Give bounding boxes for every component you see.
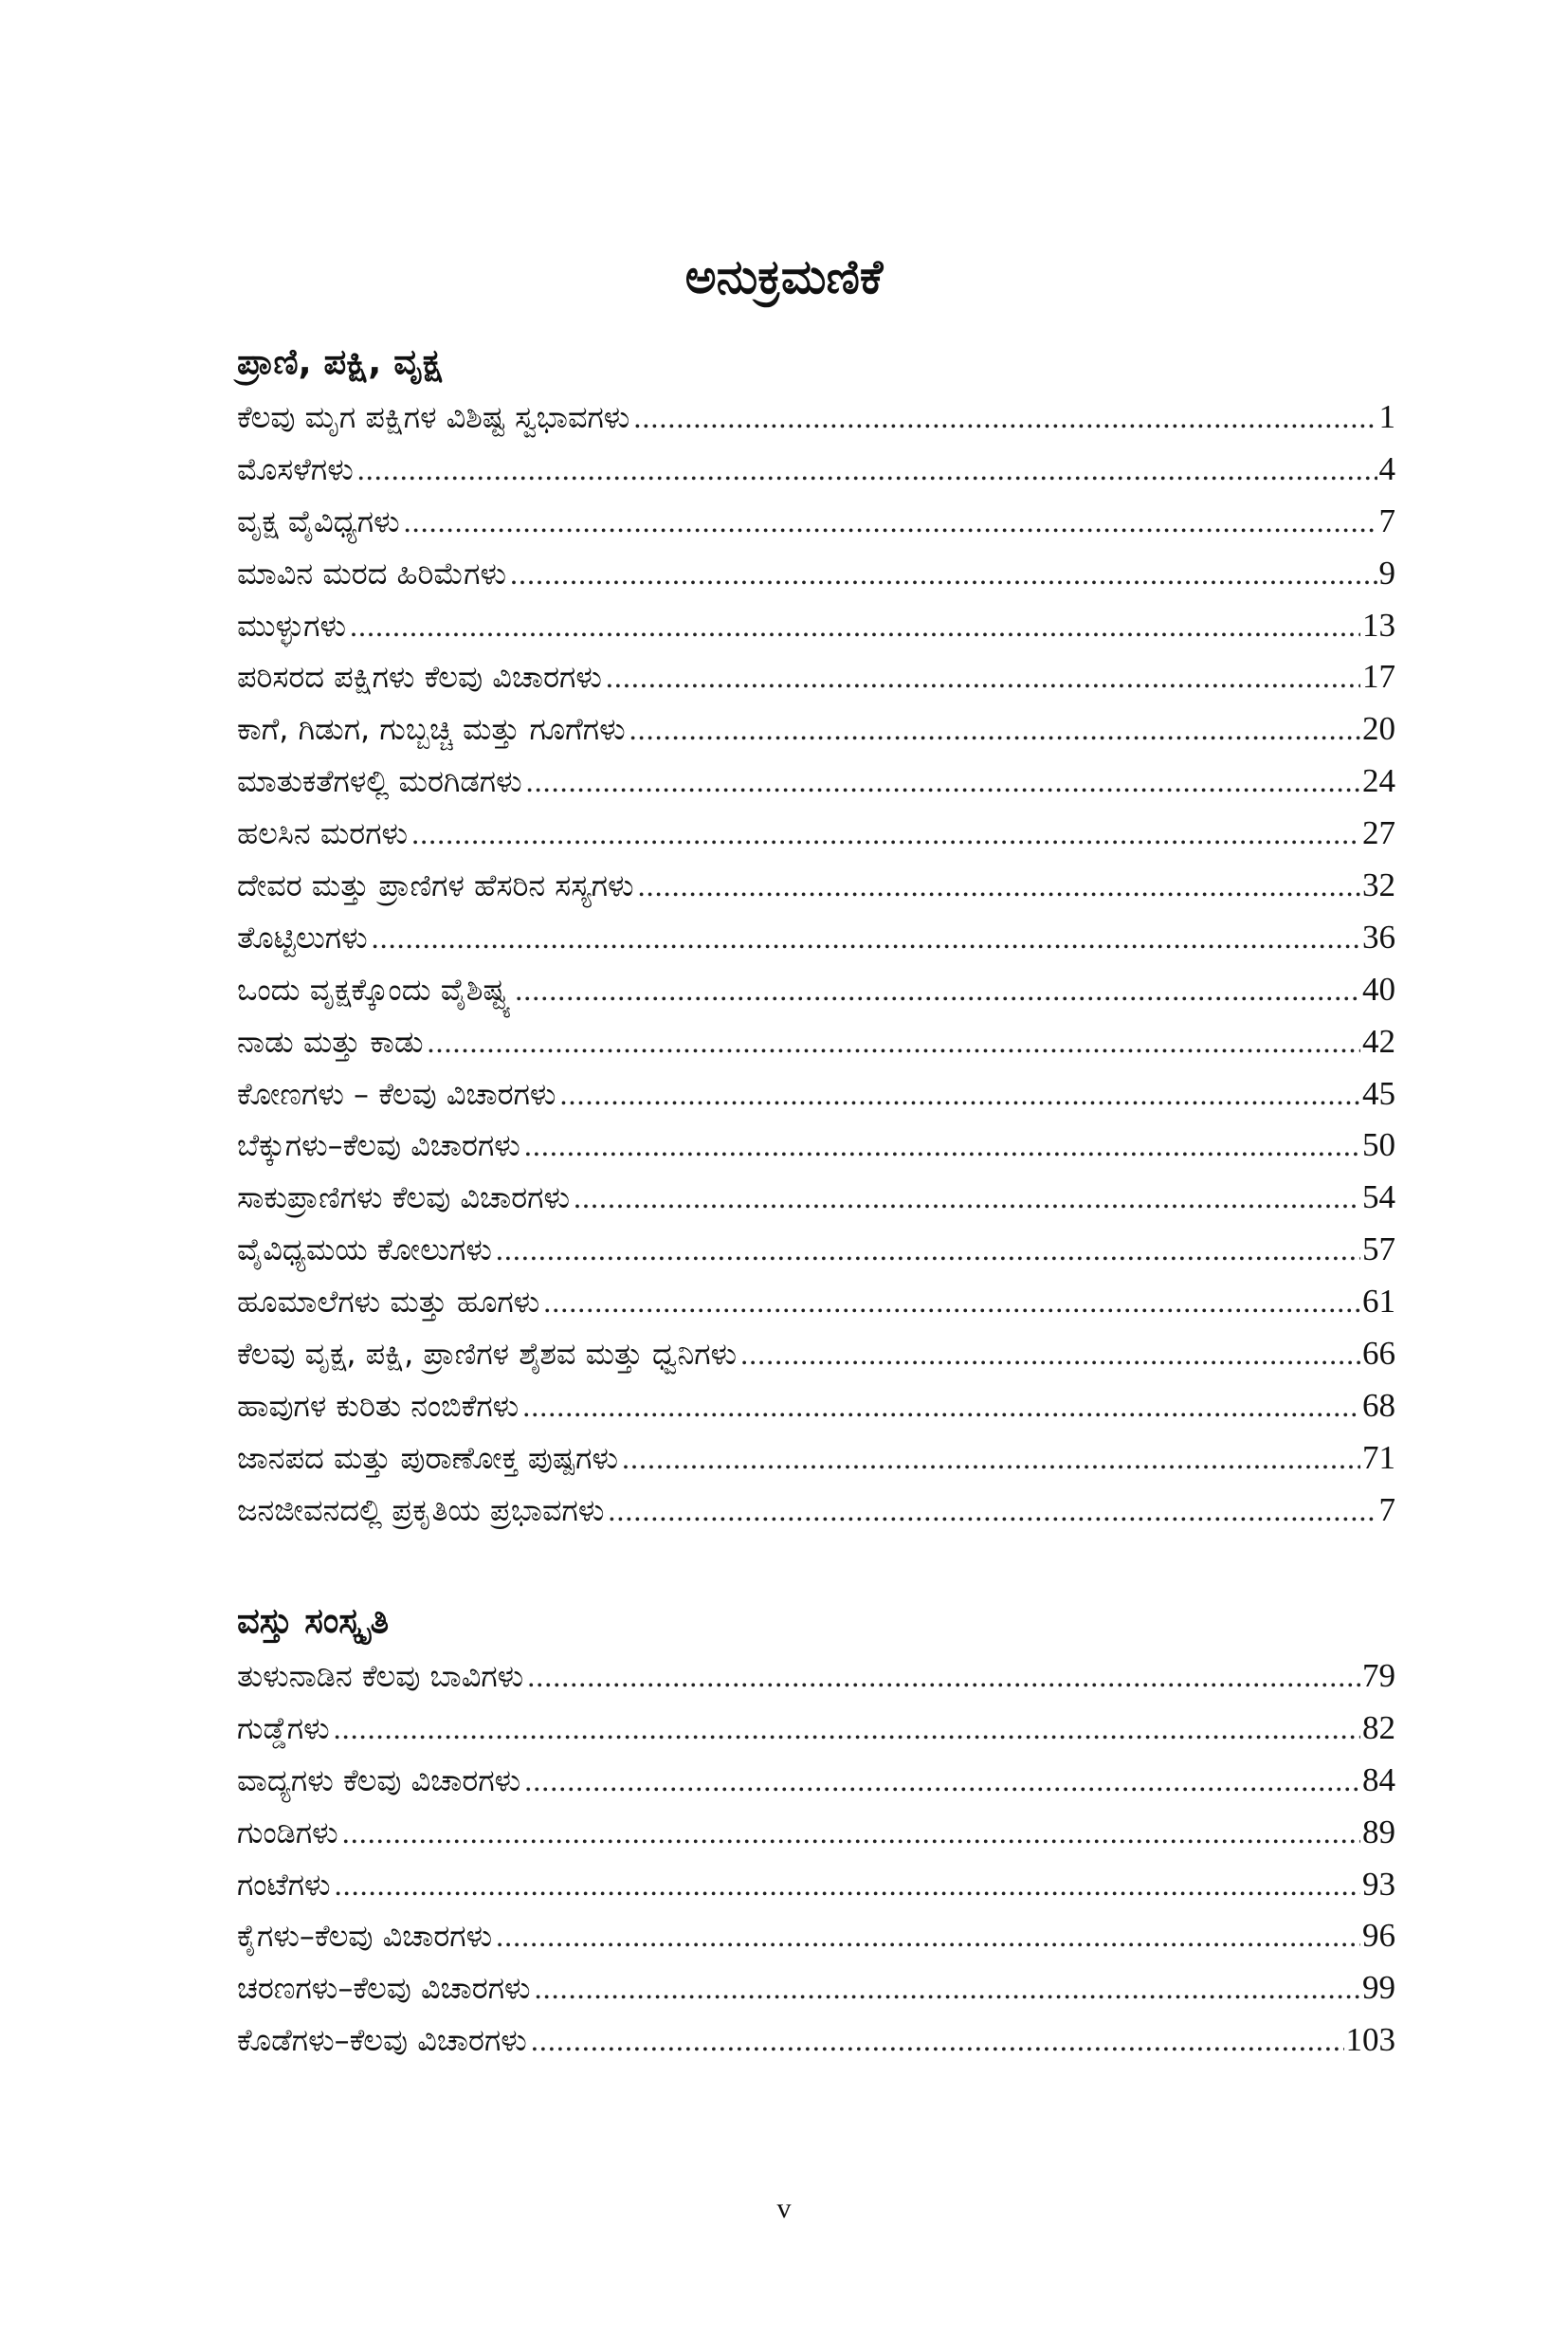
toc-entry-page: 1: [1378, 398, 1395, 435]
toc-entry-title: ಹಾವುಗಳ ಕುರಿತು ನಂಬಿಕೆಗಳು: [237, 1387, 520, 1424]
toc-entry: [237, 1120, 1395, 1172]
toc-section-material-culture: [237, 1593, 1395, 2067]
dot-leader: [606, 651, 1360, 703]
toc-entry-page: 4: [1378, 449, 1395, 487]
toc-entry-title: ವೃಕ್ಷ ವೈವಿಧ್ಯಗಳು: [237, 502, 400, 539]
toc-entry-title: ಹಲಸಿನ ಮರಗಳು: [237, 815, 409, 852]
toc-entry-page: 66: [1362, 1335, 1395, 1373]
dot-leader: [526, 756, 1360, 808]
toc-entry: [237, 703, 1395, 756]
toc-entry: [237, 1807, 1395, 1859]
toc-entry-page: 89: [1362, 1813, 1395, 1850]
toc-entry-title: ದೇವರ ಮತ್ತು ಪ್ರಾಣಿಗಳ ಹೆಸರಿನ ಸಸ್ಯಗಳು: [237, 867, 634, 904]
toc-entry: [237, 444, 1395, 496]
toc-entry: [237, 651, 1395, 703]
toc-entry: [237, 964, 1395, 1016]
toc-entry-page: 42: [1362, 1022, 1395, 1060]
toc-entry-title: ಕೊಡೆಗಳು–ಕೆಲವು ವಿಚಾರಗಳು: [237, 2022, 527, 2059]
toc-entry: [237, 1380, 1395, 1432]
toc-entry-page: 84: [1362, 1760, 1395, 1798]
toc-entry-page: 9: [1378, 554, 1395, 592]
dot-leader: [496, 1224, 1360, 1276]
toc-entry-page: 45: [1362, 1074, 1395, 1112]
dot-leader: [342, 1807, 1360, 1859]
toc-entry: [237, 1650, 1395, 1703]
toc-entry-title: ಕೈಗಳು–ಕೆಲವು ವಿಚಾರಗಳು: [237, 1918, 493, 1955]
toc-entry-title: ಜನಜೀವನದಲ್ಲಿ ಪ್ರಕೃತಿಯ ಪ್ರಭಾವಗಳು: [237, 1491, 605, 1528]
toc-entry: [237, 912, 1395, 964]
toc-entry-title: ಕೋಣಗಳು – ಕೆಲವು ವಿಚಾರಗಳು: [237, 1075, 556, 1112]
dot-leader: [515, 964, 1360, 1016]
dot-leader: [524, 1755, 1360, 1807]
toc-entry-page: 82: [1362, 1708, 1395, 1746]
toc-entry-title: ವೈವಿಧ್ಯಮಯ ಕೋಲುಗಳು: [237, 1231, 492, 1268]
dot-leader: [740, 1328, 1360, 1380]
toc-entry-title: ಚರಣಗಳು–ಕೆಲವು ವಿಚಾರಗಳು: [237, 1970, 531, 2007]
dot-leader: [574, 1172, 1360, 1224]
section-heading: ವಸ್ತು ಸಂಸ್ಕೃತಿ: [237, 1600, 390, 1641]
toc-entry-page: 17: [1362, 658, 1395, 696]
dot-leader: [372, 912, 1360, 964]
toc-entry: [237, 1910, 1395, 1962]
dot-leader: [510, 548, 1377, 600]
section-heading: ಪ್ರಾಣಿ, ಪಕ್ಷಿ, ವೃಕ್ಷ: [237, 341, 442, 382]
toc-entry-page: 7: [1378, 1490, 1395, 1528]
toc-entry-page: 36: [1362, 918, 1395, 956]
toc-entry-title: ಜಾನಪದ ಮತ್ತು ಪುರಾಣೋಕ್ತ ಪುಷ್ಪಗಳು: [237, 1439, 619, 1476]
toc-section-flora-fauna: [237, 334, 1395, 1537]
toc-entry: [237, 1172, 1395, 1224]
toc-list: [237, 392, 1395, 1537]
toc-entry-page: 79: [1362, 1657, 1395, 1694]
dot-leader: [357, 444, 1377, 496]
toc-entry: [237, 1432, 1395, 1485]
toc-entry-title: ಕೆಲವು ವೃಕ್ಷ, ಪಕ್ಷಿ, ಪ್ರಾಣಿಗಳ ಶೈಶವ ಮತ್ತು ಧ್ವನಿಗಳು: [237, 1336, 738, 1373]
dot-leader: [350, 600, 1360, 652]
dot-leader: [524, 1120, 1360, 1172]
toc-entry-page: 103: [1345, 2021, 1395, 2059]
dot-leader: [411, 808, 1360, 860]
toc-entry-page: 7: [1378, 501, 1395, 539]
toc-entry-title: ಮಾತುಕತೆಗಳಲ್ಲಿ ಮರಗಿಡಗಳು: [237, 763, 522, 800]
page-number: v: [776, 2193, 792, 2224]
toc-entry-page: 93: [1362, 1865, 1395, 1903]
toc-list: [237, 1650, 1395, 2067]
toc-entry: [237, 1859, 1395, 1911]
toc-entry-title: ಹೂಮಾಲೆಗಳು ಮತ್ತು ಹೂಗಳು: [237, 1284, 540, 1321]
toc-entry: [237, 496, 1395, 548]
toc-entry: [237, 2014, 1395, 2067]
toc-entry: [237, 1328, 1395, 1380]
dot-leader: [522, 1380, 1360, 1432]
dot-leader: [527, 1650, 1360, 1703]
toc-entry: [237, 808, 1395, 860]
toc-entry-page: 50: [1362, 1126, 1395, 1164]
toc-entry-title: ಪರಿಸರದ ಪಕ್ಷಿಗಳು ಕೆಲವು ವಿಚಾರಗಳು: [237, 659, 602, 696]
dot-leader: [633, 392, 1377, 444]
toc-entry-title: ವಾದ್ಯಗಳು ಕೆಲವು ವಿಚಾರಗಳು: [237, 1761, 521, 1798]
toc-entry-page: 57: [1362, 1230, 1395, 1268]
dot-leader: [543, 1276, 1360, 1328]
toc-entry: [237, 392, 1395, 444]
dot-leader: [335, 1859, 1360, 1911]
toc-entry-title: ಕೆಲವು ಮೃಗ ಪಕ್ಷಿಗಳ ವಿಶಿಷ್ಟ ಸ್ವಭಾವಗಳು: [237, 399, 630, 435]
page-title: ಅನುಕ್ರಮಣಿಕೆ: [684, 248, 884, 304]
toc-entry: [237, 1755, 1395, 1807]
toc-entry-page: 13: [1362, 606, 1395, 644]
toc-entry-page: 40: [1362, 970, 1395, 1008]
toc-entry-page: 27: [1362, 814, 1395, 852]
toc-entry-title: ತುಳುನಾಡಿನ ಕೆಲವು ಬಾವಿಗಳು: [237, 1658, 524, 1694]
toc-entry-title: ನಾಡು ಮತ್ತು ಕಾಡು: [237, 1023, 424, 1060]
dot-leader: [535, 1962, 1360, 2014]
dot-leader: [638, 860, 1360, 912]
dot-leader: [608, 1485, 1377, 1537]
toc-entry: [237, 1703, 1395, 1755]
dot-leader: [428, 1016, 1360, 1068]
toc-entry: [237, 1485, 1395, 1537]
toc-entry-page: 24: [1362, 762, 1395, 800]
toc-entry-title: ಬೆಕ್ಕುಗಳು–ಕೆಲವು ವಿಚಾರಗಳು: [237, 1127, 520, 1164]
dot-leader: [496, 1910, 1360, 1962]
toc-entry-title: ಒಂದು ವೃಕ್ಷಕ್ಕೊಂದು ವೈಶಿಷ್ಟ್ಯ: [237, 971, 512, 1008]
dot-leader: [559, 1068, 1360, 1121]
toc-entry-page: 54: [1362, 1178, 1395, 1216]
toc-entry-title: ಸಾಕುಪ್ರಾಣಿಗಳು ಕೆಲವು ವಿಚಾರಗಳು: [237, 1179, 571, 1216]
toc-entry: [237, 1224, 1395, 1276]
dot-leader: [622, 1432, 1360, 1485]
toc-entry-title: ಮುಳ್ಳುಗಳು: [237, 607, 347, 644]
toc-entry: [237, 756, 1395, 808]
toc-entry-page: 68: [1362, 1386, 1395, 1424]
toc-entry-title: ಗಂಟೆಗಳು: [237, 1866, 331, 1903]
toc-entry-title: ತೊಟ್ಟಿಲುಗಳು: [237, 919, 368, 956]
toc-entry: [237, 600, 1395, 652]
toc-entry-title: ಮಾವಿನ ಮರದ ಹಿರಿಮೆಗಳು: [237, 555, 506, 592]
toc-entry: [237, 1016, 1395, 1068]
toc-entry-page: 61: [1362, 1283, 1395, 1321]
toc-entry-title: ಗುಡ್ಡೆಗಳು: [237, 1709, 330, 1746]
dot-leader: [404, 496, 1377, 548]
dot-leader: [629, 703, 1360, 756]
toc-entry: [237, 1962, 1395, 2014]
dot-leader: [334, 1703, 1360, 1755]
toc-entry-page: 71: [1362, 1438, 1395, 1476]
toc-entry: [237, 548, 1395, 600]
toc-entry-page: 20: [1362, 710, 1395, 748]
toc-entry-page: 99: [1362, 1969, 1395, 2007]
toc-entry: [237, 860, 1395, 912]
toc-entry-title: ಮೊಸಳೆಗಳು: [237, 450, 354, 487]
toc-entry-title: ಕಾಗೆ, ಗಿಡುಗ, ಗುಬ್ಬಚ್ಚಿ ಮತ್ತು ಗೂಗೆಗಳು: [237, 711, 626, 748]
toc-entry-page: 32: [1362, 866, 1395, 904]
dot-leader: [531, 2014, 1344, 2067]
toc-entry-title: ಗುಂಡಿಗಳು: [237, 1813, 338, 1850]
toc-entry-page: 96: [1362, 1917, 1395, 1955]
toc-entry: [237, 1068, 1395, 1121]
toc-entry: [237, 1276, 1395, 1328]
